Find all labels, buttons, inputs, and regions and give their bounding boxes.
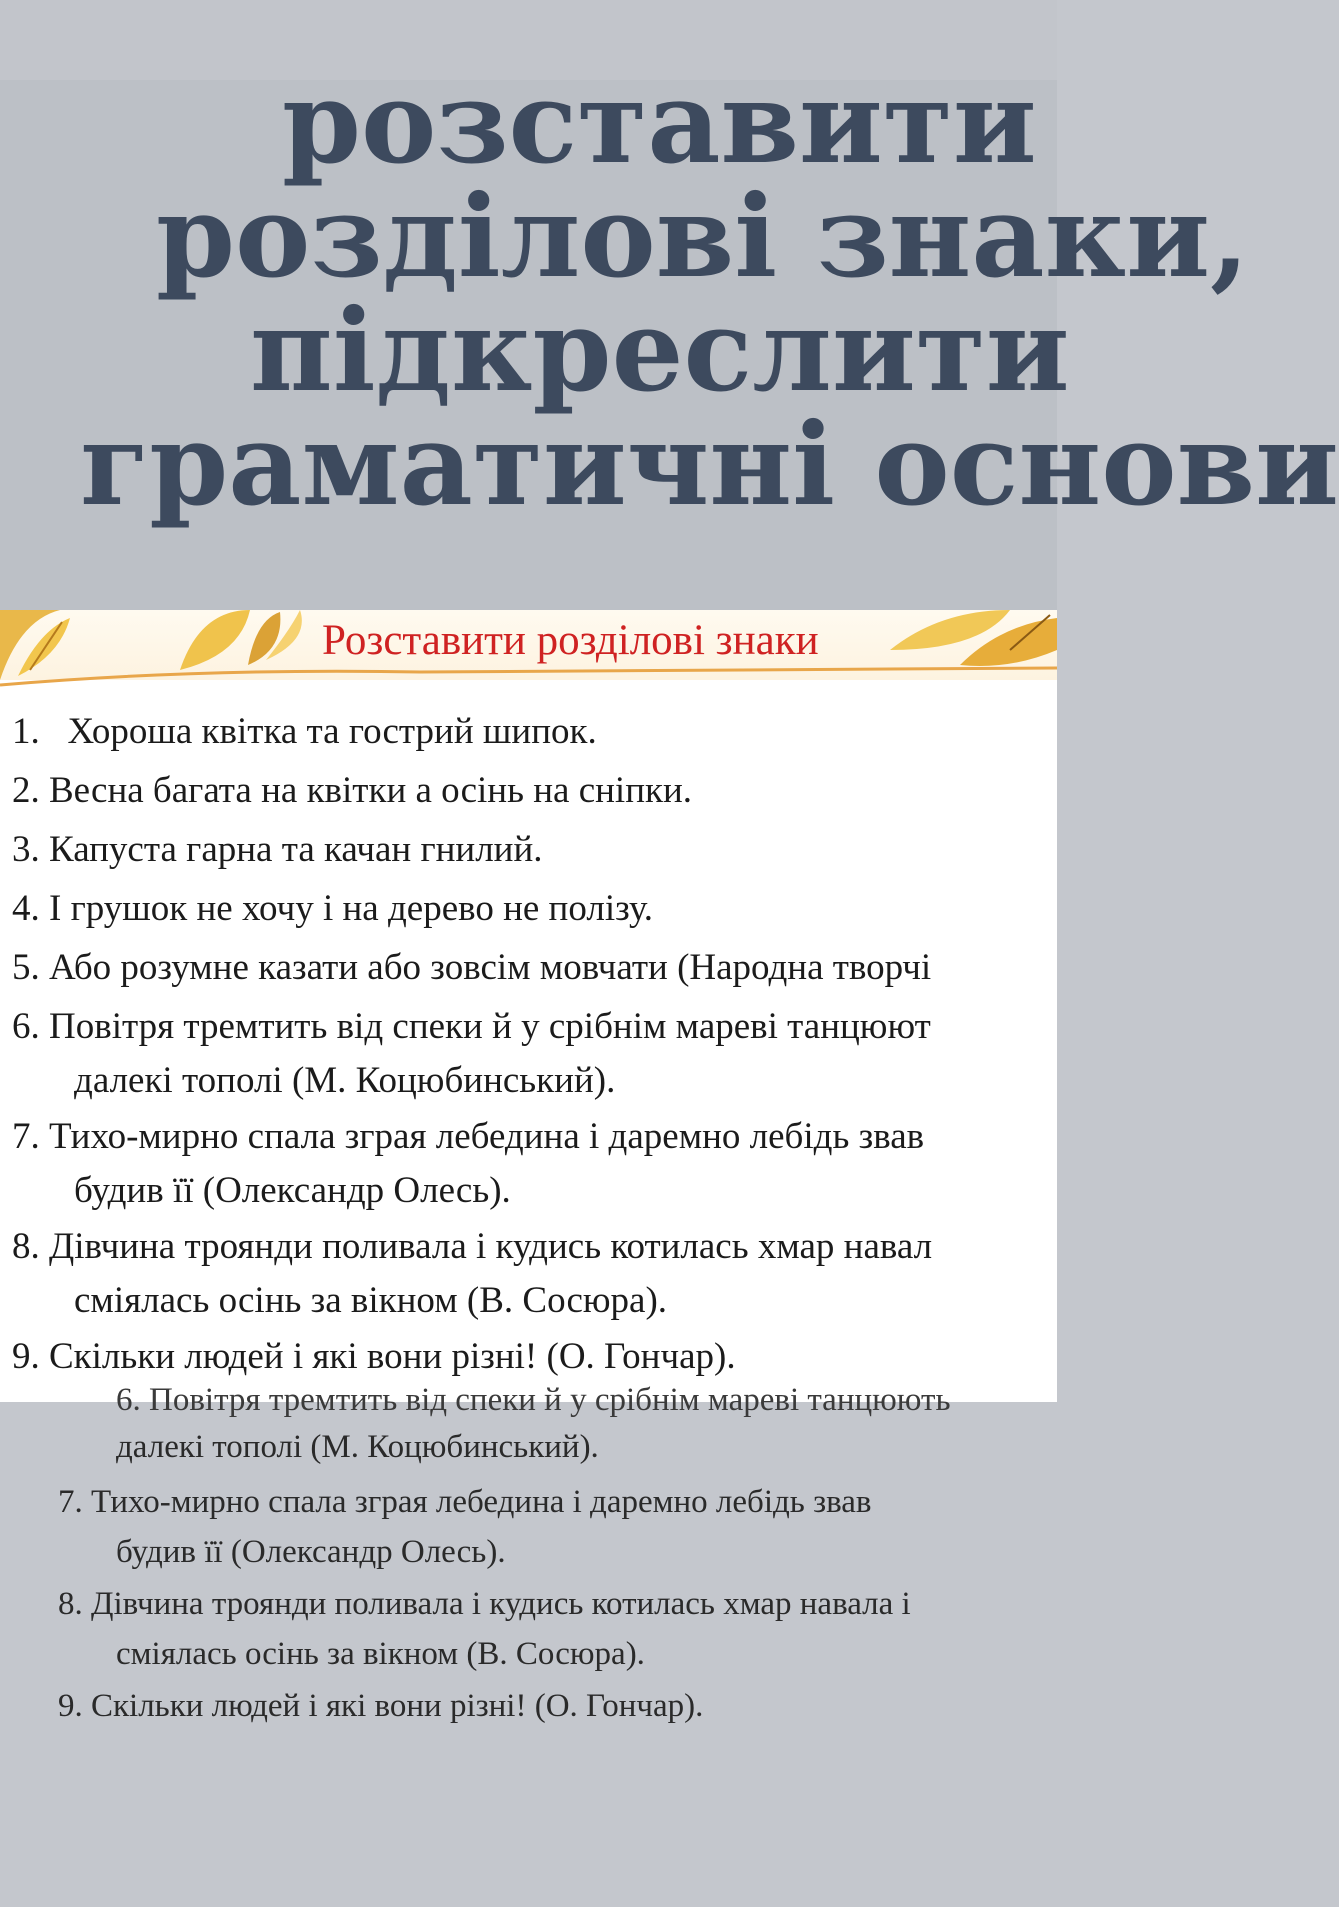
lower-text-block: [0, 1382, 1057, 1907]
title-line-4: граматичні основи: [80, 398, 1339, 531]
item-text: Весна багата на квітки а осінь на сніпки.: [49, 770, 693, 811]
item-continuation: далекі тополі (М. Коцюбинський).: [74, 1060, 616, 1101]
item-text: Скільки людей і які вони різні! (О. Гончар).: [49, 1336, 736, 1377]
list-item: [58, 1422, 599, 1472]
item-number: 6.: [12, 1006, 40, 1047]
item-number: 7.: [58, 1484, 83, 1520]
list-item: [12, 1110, 924, 1218]
item-text: Повітря тремтить від спеки й у срібнім мареві танцюют: [49, 1006, 931, 1047]
item-continuation: сміялась осінь за вікном (В. Сосюра).: [116, 1636, 645, 1672]
title-line-3: підкреслити: [250, 284, 1070, 417]
list-item: [58, 1579, 911, 1679]
item-number: 9.: [58, 1688, 83, 1724]
list-item: [12, 882, 653, 936]
item-text: Дівчина троянди поливала і кудись котилась хмар навал: [49, 1226, 933, 1267]
list-item: [58, 1681, 703, 1731]
item-text: І грушок не хочу і на дерево не полізу.: [49, 888, 653, 929]
item-number: 1.: [12, 711, 40, 752]
item-number: 3.: [12, 829, 40, 870]
title-line-2: розділові знаки,: [156, 170, 1250, 303]
list-item: [12, 705, 597, 759]
item-number: 8.: [58, 1586, 83, 1622]
item-text: Дівчина троянди поливала і кудись котилась хмар навала і: [91, 1586, 911, 1622]
list-item: [58, 1477, 872, 1577]
item-number: 7.: [12, 1116, 40, 1157]
list-item: [12, 1000, 931, 1108]
item-continuation: будив її (Олександр Олесь).: [74, 1170, 511, 1211]
list-item: [12, 1330, 736, 1384]
item-number: 2.: [12, 770, 40, 811]
list-item: [12, 823, 543, 877]
item-continuation: будив її (Олександр Олесь).: [116, 1534, 506, 1570]
item-continuation: далекі тополі (М. Коцюбинський).: [116, 1429, 599, 1465]
list-item: [12, 941, 931, 995]
main-title-block: [0, 56, 1339, 610]
item-number: 4.: [12, 888, 40, 929]
list-item: [12, 764, 692, 818]
item-number: 5.: [12, 947, 40, 988]
slide-heading: Розставити розділові знаки: [322, 617, 819, 664]
item-text: Тихо-мирно спала зграя лебедина і даремно лебідь звав: [49, 1116, 925, 1157]
slide-image: [0, 610, 1057, 1402]
title-line-1: розставити: [282, 56, 1037, 189]
item-continuation: сміялась осінь за вікном (В. Сосюра).: [74, 1280, 668, 1321]
cut-off-line: 6. Повітря тремтить від спеки й у срібнім мареві танцюють: [116, 1382, 951, 1418]
item-number: 9.: [12, 1336, 40, 1377]
item-text: Або розумне казати або зовсім мовчати (Народна творчі: [49, 947, 932, 988]
item-text: Скільки людей і які вони різні! (О. Гончар).: [91, 1688, 704, 1724]
item-number: 8.: [12, 1226, 40, 1267]
list-item: [12, 1220, 932, 1328]
item-text: Хороша квітка та гострий шипок.: [67, 711, 597, 752]
item-text: Тихо-мирно спала зграя лебедина і даремно лебідь звав: [91, 1484, 872, 1520]
slide-header: [0, 610, 1057, 680]
item-text: Капуста гарна та качан гнилий.: [49, 829, 543, 870]
